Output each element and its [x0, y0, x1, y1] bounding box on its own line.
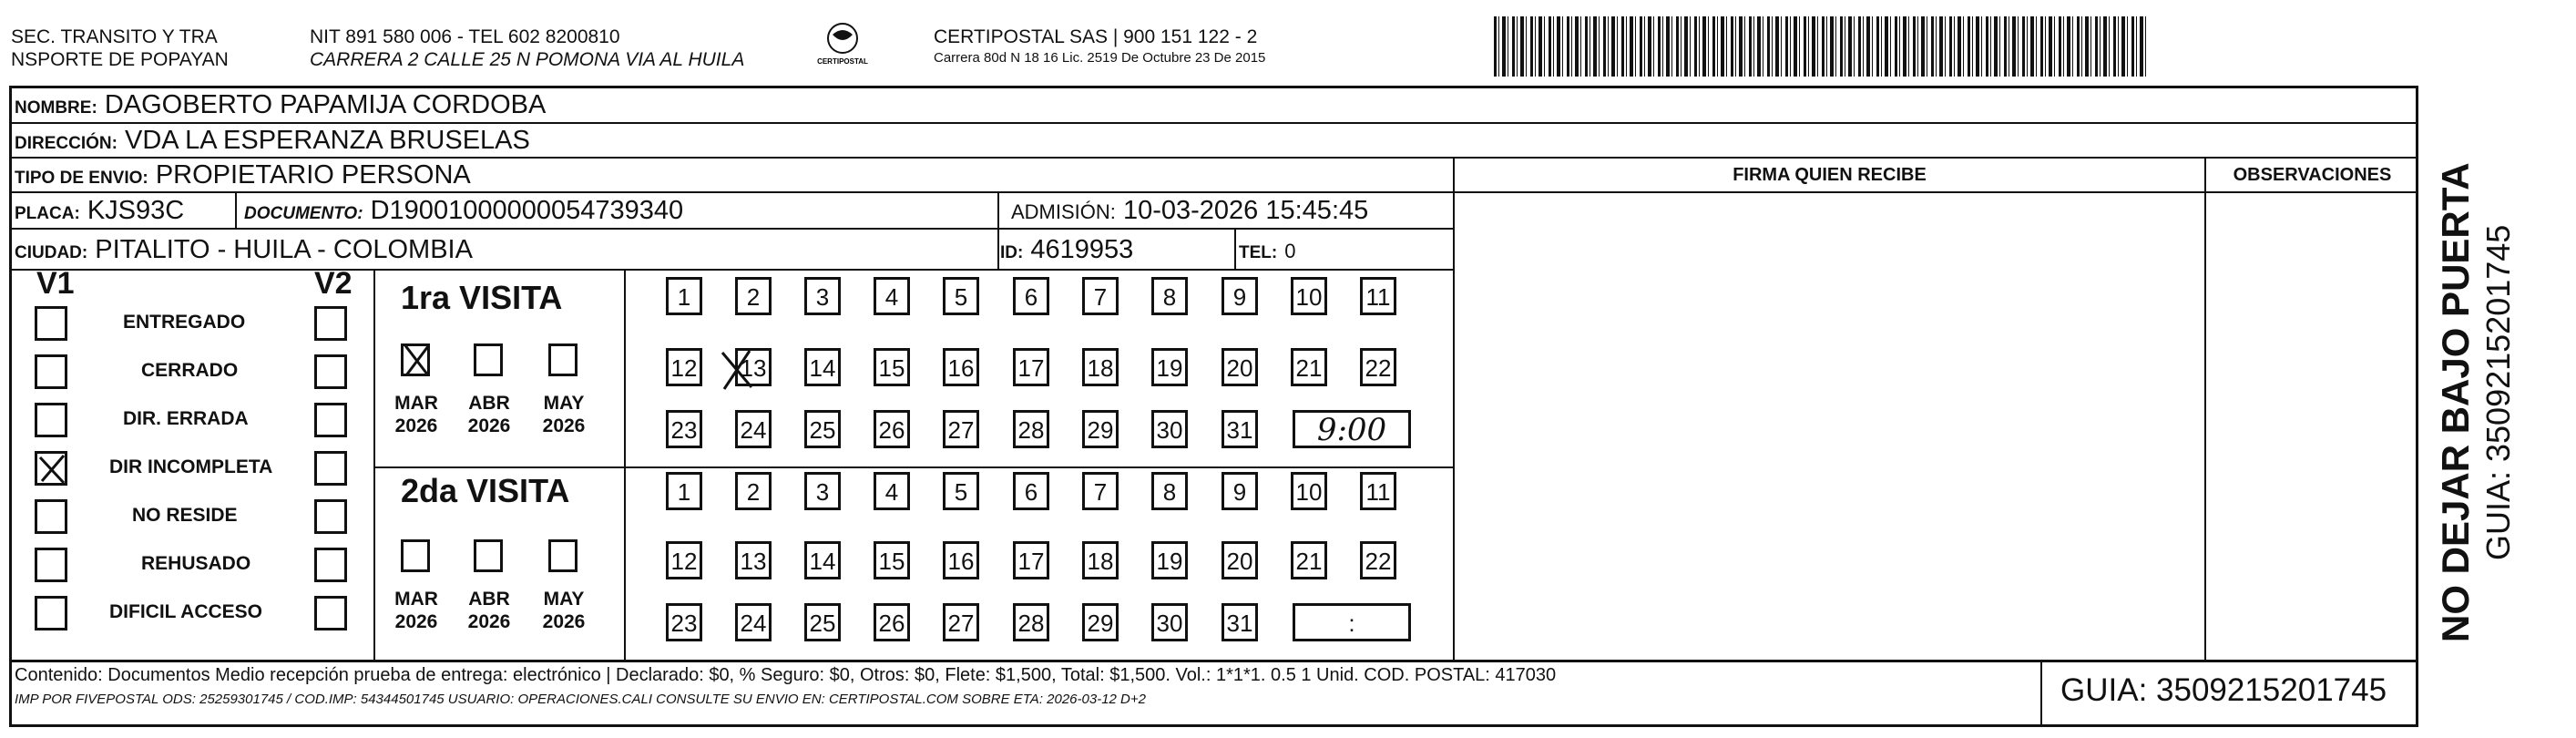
- second-day-box[interactable]: 23: [666, 603, 702, 641]
- first-day-box[interactable]: 7: [1082, 277, 1119, 315]
- first-day-box[interactable]: 16: [943, 348, 979, 386]
- second-month-may: MAY 2026: [542, 589, 586, 632]
- option-dificil-acceso: DIFICIL ACCESO: [109, 601, 263, 622]
- id-label: ID:: [1000, 243, 1024, 262]
- first-visit-title: 1ra VISITA: [401, 279, 563, 316]
- admision-field: [1011, 194, 1368, 229]
- tel-label: TEL:: [1239, 243, 1278, 262]
- v1-checkbox-entregado[interactable]: [35, 306, 67, 341]
- footer-guia: GUIA: 3509215201745: [2060, 672, 2387, 708]
- tipo-envio-field: [15, 159, 471, 195]
- second-day-box[interactable]: 26: [874, 603, 910, 641]
- nombre-label: NOMBRE:: [15, 98, 97, 118]
- v2-header: V2: [314, 266, 353, 301]
- placa-field: [15, 194, 184, 231]
- direccion-field: [15, 124, 530, 160]
- v1-header: V1: [36, 266, 75, 301]
- v1-checkbox-cerrado[interactable]: [35, 354, 67, 389]
- first-day-box[interactable]: 20: [1222, 348, 1258, 386]
- first-month-box-may[interactable]: [548, 343, 578, 376]
- second-day-box[interactable]: 3: [804, 472, 841, 510]
- sender-line-2: NSPORTE DE POPAYAN: [11, 49, 229, 70]
- first-day-box[interactable]: 21: [1291, 348, 1327, 386]
- second-day-box[interactable]: 14: [804, 541, 841, 579]
- second-day-box[interactable]: 13: [735, 541, 772, 579]
- first-month-box-abr[interactable]: [474, 343, 503, 376]
- carrier-name: CERTIPOSTAL SAS | 900 151 122 - 2: [934, 26, 1258, 47]
- ciudad-value: PITALITO - HUILA - COLOMBIA: [95, 235, 473, 264]
- carrier-info: [934, 26, 1265, 68]
- second-day-box[interactable]: 11: [1360, 472, 1396, 510]
- first-day-box[interactable]: 25: [804, 410, 841, 448]
- second-day-box[interactable]: 17: [1013, 541, 1049, 579]
- v2-checkbox-dificil-acceso[interactable]: [314, 596, 347, 630]
- first-month-may: MAY 2026: [542, 393, 586, 436]
- first-day-box[interactable]: 3: [804, 277, 841, 315]
- admision-value: 10-03-2026 15:45:45: [1122, 196, 1369, 225]
- first-day-box[interactable]: 6: [1013, 277, 1049, 315]
- second-month-abr: ABR 2026: [467, 589, 511, 632]
- first-month-mar: MAR 2026: [394, 393, 438, 436]
- documento-value: D19001000000054739340: [370, 196, 684, 225]
- id-value: 4619953: [1030, 235, 1134, 264]
- option-cerrado: CERRADO: [141, 360, 239, 381]
- first-day-box[interactable]: 28: [1013, 410, 1049, 448]
- second-day-box[interactable]: 28: [1013, 603, 1049, 641]
- second-day-box[interactable]: 20: [1222, 541, 1258, 579]
- logo-text: CERTIPOSTAL: [817, 57, 868, 66]
- logo-icon: [811, 18, 874, 75]
- second-day-box[interactable]: 8: [1151, 472, 1188, 510]
- first-month-abr: ABR 2026: [467, 393, 511, 436]
- v2-checkbox-dir-incompleta[interactable]: [314, 451, 347, 486]
- first-day-box[interactable]: 27: [943, 410, 979, 448]
- first-day-box[interactable]: 23: [666, 410, 702, 448]
- first-day-box[interactable]: 12: [666, 348, 702, 386]
- second-day-box[interactable]: 22: [1360, 541, 1396, 579]
- footer-imp: IMP POR FIVEPOSTAL ODS: 25259301745 / COD.IMP: 54344501745 USUARIO: OPERACIONES.CALI CONSULTE SU ENVIO EN: CERTIPOSTAL.COM SOBRE ETA: 2026-03-12 D+2: [15, 692, 1146, 707]
- sender-line-1: SEC. TRANSITO Y TRA: [11, 26, 218, 47]
- first-day-box[interactable]: 9: [1222, 277, 1258, 315]
- second-day-box[interactable]: 29: [1082, 603, 1119, 641]
- second-visit-title: 2da VISITA: [401, 472, 570, 509]
- first-day-box[interactable]: 26: [874, 410, 910, 448]
- v2-checkbox-entregado[interactable]: [314, 306, 347, 341]
- no-dejar-bajo-puerta: NO DEJAR BAJO PUERTA: [2434, 162, 2477, 642]
- first-day-box[interactable]: 30: [1151, 410, 1188, 448]
- first-day-box[interactable]: 1: [666, 277, 702, 315]
- second-day-box[interactable]: 10: [1291, 472, 1327, 510]
- sender-info: [310, 26, 744, 71]
- id-field: [1000, 233, 1133, 270]
- second-month-mar: MAR 2026: [394, 589, 438, 632]
- first-month-box-mar[interactable]: [401, 343, 430, 376]
- option-rehusado: REHUSADO: [141, 553, 251, 574]
- first-day-box[interactable]: 22: [1360, 348, 1396, 386]
- sender-nit: NIT 891 580 006 - TEL 602 8200810: [310, 26, 620, 47]
- admision-label: ADMISIÓN:: [1011, 200, 1116, 223]
- ciudad-label: CIUDAD:: [15, 243, 88, 262]
- firma-header: FIRMA QUIEN RECIBE: [1733, 165, 1927, 185]
- certipostal-logo: [811, 18, 874, 75]
- second-day-box[interactable]: 15: [874, 541, 910, 579]
- second-day-box[interactable]: 9: [1222, 472, 1258, 510]
- signature-area[interactable]: [1455, 193, 2204, 660]
- second-day-box[interactable]: 12: [666, 541, 702, 579]
- first-day-box[interactable]: 31: [1222, 410, 1258, 448]
- carrier-license: Carrera 80d N 18 16 Lic. 2519 De Octubre 23 De 2015: [934, 50, 1266, 66]
- first-day-box[interactable]: 29: [1082, 410, 1119, 448]
- footer-contenido: Contenido: Documentos Medio recepción prueba de entrega: electrónico | Declarado: $0, % Seguro: $0, Otros: $0, Flete: $1,500, Total: $1,500. Vol.: 1*1*1. 0.5 1 Unid. COD. POSTAL: 417030: [15, 665, 1557, 685]
- direccion-value: VDA LA ESPERANZA BRUSELAS: [125, 126, 530, 155]
- v2-checkbox-rehusado[interactable]: [314, 548, 347, 582]
- tel-field: [1239, 233, 1296, 270]
- observaciones-header: OBSERVACIONES: [2233, 165, 2392, 185]
- documento-label: DOCUMENTO:: [244, 204, 363, 223]
- second-visit-time[interactable]: :: [1293, 603, 1411, 641]
- barcode: [1494, 16, 2150, 77]
- second-day-box[interactable]: 2: [735, 472, 772, 510]
- first-day-box[interactable]: 18: [1082, 348, 1119, 386]
- second-day-box[interactable]: 7: [1082, 472, 1119, 510]
- second-day-box[interactable]: 27: [943, 603, 979, 641]
- v2-checkbox-dir-errada[interactable]: [314, 403, 347, 437]
- option-dir-incompleta: DIR INCOMPLETA: [109, 456, 273, 477]
- option-dir-errada: DIR. ERRADA: [123, 408, 249, 429]
- first-day-box[interactable]: 13: [735, 348, 772, 386]
- first-day-box[interactable]: 5: [943, 277, 979, 315]
- nombre-value: DAGOBERTO PAPAMIJA CORDOBA: [104, 90, 547, 119]
- second-day-box[interactable]: 6: [1013, 472, 1049, 510]
- tel-value: 0: [1284, 240, 1296, 262]
- v2-checkbox-no-reside[interactable]: [314, 499, 347, 534]
- nombre-field: [15, 88, 546, 125]
- second-day-box[interactable]: 18: [1082, 541, 1119, 579]
- second-day-box[interactable]: 4: [874, 472, 910, 510]
- option-entregado: ENTREGADO: [123, 312, 246, 333]
- second-day-box[interactable]: 30: [1151, 603, 1188, 641]
- first-day-box[interactable]: 4: [874, 277, 910, 315]
- v1-checkbox-rehusado[interactable]: [35, 548, 67, 582]
- second-day-box[interactable]: 31: [1222, 603, 1258, 641]
- v1-checkbox-dir-incompleta[interactable]: [35, 451, 67, 486]
- first-day-box[interactable]: 19: [1151, 348, 1188, 386]
- first-day-box[interactable]: 14: [804, 348, 841, 386]
- sender-name: [11, 26, 229, 71]
- first-day-box[interactable]: 10: [1291, 277, 1327, 315]
- first-day-box[interactable]: 2: [735, 277, 772, 315]
- v1-checkbox-no-reside[interactable]: [35, 499, 67, 534]
- documento-field: [244, 194, 683, 231]
- side-guia: GUIA: 3509215201745: [2479, 224, 2517, 560]
- first-day-box[interactable]: 15: [874, 348, 910, 386]
- first-visit-time[interactable]: 9:00: [1293, 410, 1411, 448]
- second-day-box[interactable]: 25: [804, 603, 841, 641]
- first-day-box[interactable]: 8: [1151, 277, 1188, 315]
- ciudad-field: [15, 233, 473, 270]
- v2-checkbox-cerrado[interactable]: [314, 354, 347, 389]
- placa-value: KJS93C: [87, 196, 185, 225]
- first-day-box[interactable]: 24: [735, 410, 772, 448]
- sender-address: CARRERA 2 CALLE 25 N POMONA VIA AL HUILA: [310, 49, 745, 70]
- v1-checkbox-dificil-acceso[interactable]: [35, 596, 67, 630]
- second-month-box-may[interactable]: [548, 539, 578, 572]
- second-day-box[interactable]: 1: [666, 472, 702, 510]
- first-day-box[interactable]: 17: [1013, 348, 1049, 386]
- first-day-box[interactable]: 11: [1360, 277, 1396, 315]
- option-no-reside: NO RESIDE: [132, 505, 238, 526]
- second-day-box[interactable]: 5: [943, 472, 979, 510]
- tipo-envio-value: PROPIETARIO PERSONA: [155, 160, 471, 190]
- second-day-box[interactable]: 19: [1151, 541, 1188, 579]
- second-month-box-abr[interactable]: [474, 539, 503, 572]
- second-day-box[interactable]: 21: [1291, 541, 1327, 579]
- tipo-envio-label: TIPO DE ENVIO:: [15, 169, 148, 188]
- observations-area[interactable]: [2206, 193, 2418, 660]
- second-day-box[interactable]: 24: [735, 603, 772, 641]
- direccion-label: DIRECCIÓN:: [15, 134, 118, 153]
- second-month-box-mar[interactable]: [401, 539, 430, 572]
- placa-label: PLACA:: [15, 204, 80, 223]
- v1-checkbox-dir-errada[interactable]: [35, 403, 67, 437]
- second-day-box[interactable]: 16: [943, 541, 979, 579]
